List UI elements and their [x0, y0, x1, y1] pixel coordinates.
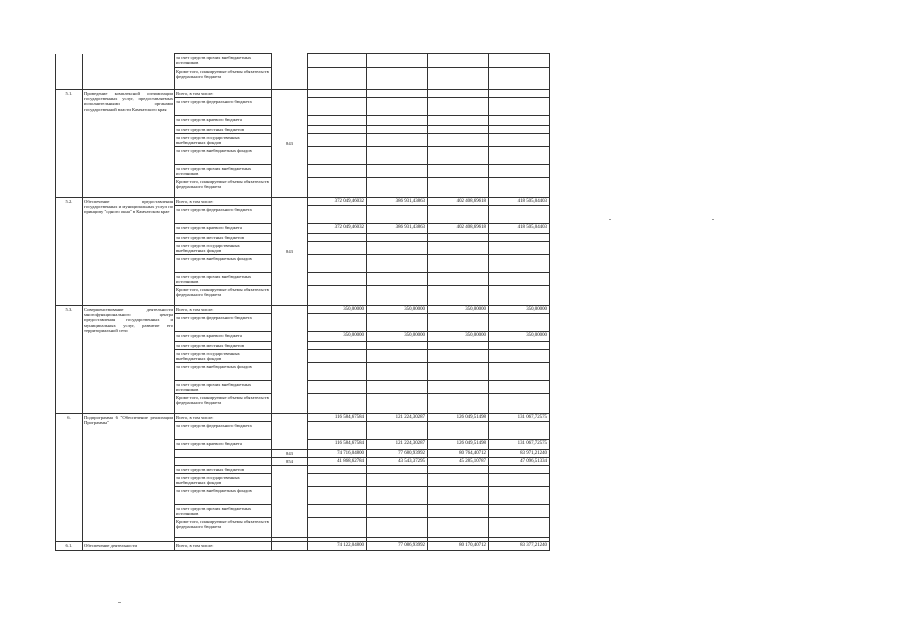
budget-allocation-table — [55, 53, 550, 551]
table-row: за счет средств внебюджетных фондов — [56, 487, 550, 505]
table-row — [56, 68, 550, 90]
table-row: Кроме того, планируемые объемы обязательств федерального бюджета — [56, 178, 550, 198]
source-label: Всего, в том числе: — [175, 414, 272, 422]
item-code: 5.3. — [56, 306, 83, 414]
table-row: Кроме того, планируемые объемы обязательств федерального бюджета — [56, 286, 550, 306]
kbk-code: 843 — [272, 90, 308, 198]
table-row: за счет средств прочих внебюджетных источников — [56, 381, 550, 394]
table-row: 5.2. Обеспечение предоставления государственных и муниципальных услуп по принципу "одного окна" в Камчатском крае Всего, в том числе: 843 372 049,46032 386 931,43863 402 408,69618 418 505,04403 — [56, 198, 550, 206]
table-row: за счет средств местных бюджетов — [56, 466, 550, 474]
table-row: 6. Подпрограмма 6 "Обеспечение реализации Программы" Всего, в том числе: 116 584,67584 121 224,30287 126 049,51498 131 067,72575 — [56, 414, 550, 422]
table-row: за счет средств государственных внебюджетных фондов — [56, 242, 550, 255]
item-code: 5.2. — [56, 198, 83, 306]
table-row: 843 74 716,04800 77 680,93992 80 764,40712 83 971,21240 — [56, 450, 550, 458]
table-row: за счет средств государственных внебюджетных фондов — [56, 350, 550, 363]
table-row: за счет средств местных бюджетов — [56, 342, 550, 350]
table-row: за счет средств федерального бюджета — [56, 314, 550, 332]
table-row: 854 41 868,62784 43 543,37295 45 285,10787 47 096,51334 — [56, 458, 550, 466]
table-row: 6.1. Обеспечение деятельности Всего, в том числе: 74 122,04800 77 086,93992 80 170,40712 83 377,21240 — [56, 542, 550, 551]
kbk-code: 843 — [272, 450, 308, 458]
item-code: 6. — [56, 414, 83, 542]
scan-speck — [118, 602, 121, 603]
item-code: 6.1. — [56, 542, 83, 551]
table-row: за счет средств государственных внебюджетных фондов — [56, 474, 550, 487]
table-row: 5.3. Совершенствование деятельности многофункционального центра предоставления государственных и муниципальных услуг, развитие его территориальной сети Всего, в том числе: 350,00000 350,00000 350,00000 350,00000 — [56, 306, 550, 314]
item-name: Подпрограмма 6 "Обеспечение реализации Программы" — [83, 414, 175, 542]
source-label: Всего, в том числе: — [175, 542, 272, 551]
scan-speck — [712, 219, 714, 220]
table-row: за счет средств местных бюджетов — [56, 234, 550, 242]
scan-speck — [609, 219, 611, 220]
table-row: за счет средств внебюджетных фондов — [56, 147, 550, 165]
source-label: Всего, в том числе: — [175, 90, 272, 98]
item-name: Обеспечение деятельности — [83, 542, 175, 551]
table-row: за счет средств внебюджетных фондов — [56, 363, 550, 381]
table-row: за счет средств государственных внебюджетных фондов — [56, 134, 550, 147]
source-label: Всего, в том числе: — [175, 198, 272, 206]
table-row: за счет средств прочих внебюджетных источников — [56, 273, 550, 286]
table-row: Кроме того, планируемые объемы обязательств федерального бюджета — [56, 518, 550, 538]
source-label: за счет средств прочих внебюджетных источников — [175, 54, 272, 68]
table-row: за счет средств краевого бюджета 350,00000 350,00000 350,00000 350,00000 — [56, 332, 550, 342]
table-row: за счет средств прочих внебюджетных источников — [56, 505, 550, 518]
table-row: за счет средств федерального бюджета — [56, 422, 550, 440]
table-row: за счет средств местных бюджетов — [56, 126, 550, 134]
source-label: Кроме того, планируемые объемы обязательств федерального бюджета — [175, 68, 272, 90]
table-row: Кроме того, планируемые объемы обязательств федерального бюджета — [56, 394, 550, 414]
item-name: Совершенствование деятельности многофункционального центра предоставления государственных и муниципальных услуг, развитие его территориальной сети — [83, 306, 175, 414]
item-name: Обеспечение предоставления государственных и муниципальных услуп по принципу "одного окна" в Камчатском крае — [83, 198, 175, 306]
table-row: за счет средств краевого бюджета — [56, 116, 550, 126]
kbk-code: 843 — [272, 198, 308, 306]
item-name: Проведение комплексной оптимизации государственных услуг, предоставляемых исполнительными органами государственной власти Камчатского края — [83, 90, 175, 198]
item-code: 5.1. — [56, 90, 83, 198]
table-row: за счет средств краевого бюджета 372 049,46032 386 931,43863 402 408,69618 418 505,04403 — [56, 224, 550, 234]
table-row — [56, 54, 550, 68]
kbk-code — [272, 306, 308, 414]
table-row: за счет средств краевого бюджета 116 584,67584 121 224,30287 126 049,51498 131 067,72575 — [56, 440, 550, 450]
table-row: за счет средств прочих внебюджетных источников — [56, 165, 550, 178]
table-row — [56, 90, 550, 98]
table-row: за счет средств внебюджетных фондов — [56, 255, 550, 273]
table-row: за счет средств федерального бюджета — [56, 206, 550, 224]
source-label: Всего, в том числе: — [175, 306, 272, 314]
table-row: за счет средств федерального бюджета — [56, 98, 550, 116]
kbk-code: 854 — [272, 458, 308, 466]
